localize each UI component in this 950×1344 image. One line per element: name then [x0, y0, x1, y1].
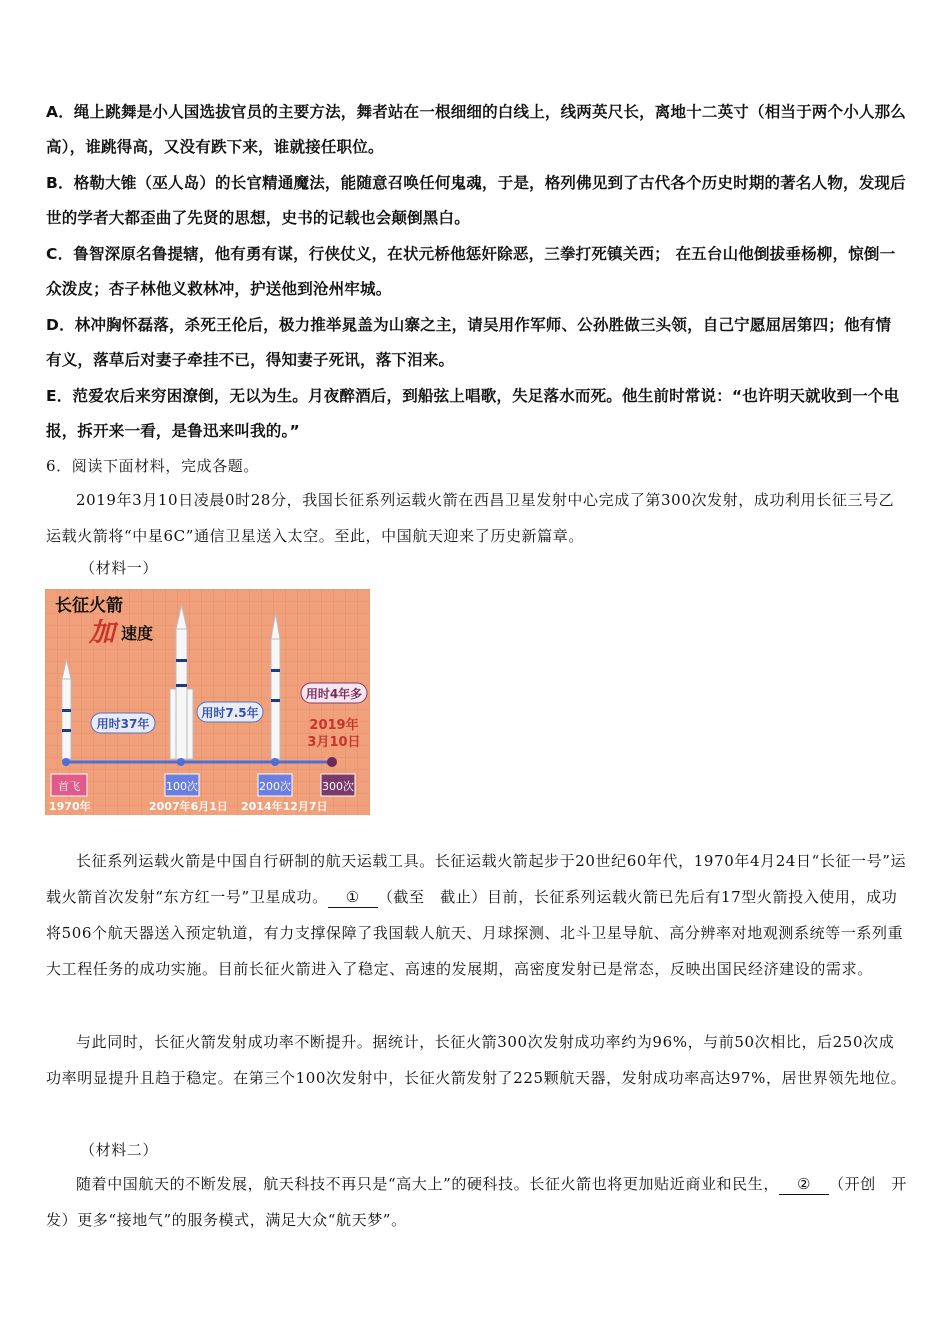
option-text: 林冲胸怀磊落，杀死王伦后，极力推举晁盖为山寨之主，请吴用作军师、公孙胜做三头领，自己宁愿屈居第四；他有情有义，落草后对妻子牵挂不已，得知妻子死讯，落下泪来。	[46, 316, 892, 369]
question-heading	[46, 448, 908, 484]
latest-date-day: 3月10日	[307, 735, 361, 750]
figure-title: 长征火箭	[55, 596, 123, 616]
duration-label: 用时37年	[96, 717, 150, 731]
material-one-paragraph-2: 与此同时，长征火箭发射成功率不断提升。据统计，长征火箭300次发射成功率约为96%，与前50次相比，后250次成功率明显提升且趋于稳定。在第三个100次发射中，长征火箭发射了225颗航天器，发射成功率高达97%，居世界领先地位。	[46, 1033, 907, 1087]
long-march-infographic	[45, 589, 370, 815]
option-letter: C	[46, 245, 58, 263]
milestone-label: 200次	[259, 780, 291, 793]
milestone-label: 100次	[166, 780, 198, 793]
option-e: E．范爱农后来穷困潦倒，无以为生。月夜醉酒后，到船弦上唱歌，失足落水而死。他生前时常说：“也许明天就收到一个电报，拆开来一看，是鲁迅来叫我的。”	[46, 387, 900, 440]
date-label: 1970年	[49, 800, 91, 813]
material-two-label: （材料二）	[80, 1141, 159, 1159]
milestone-label: 300次	[322, 780, 354, 793]
timeline-dot	[62, 758, 70, 766]
milestone-label: 首飞	[58, 780, 80, 793]
paragraph-text: 随着中国航天的不断发展，航天科技不再只是“高大上”的硬科技。长征火箭也将更加贴近商业和民生，	[76, 1175, 779, 1193]
duration-label: 用时4年多	[305, 687, 363, 701]
option-letter: E	[46, 387, 57, 405]
figure-subtitle-accent: 加	[89, 618, 116, 648]
date-label: 2014年12月7日	[241, 800, 328, 813]
date-label: 2007年6月1日	[149, 800, 228, 813]
option-letter: D	[46, 316, 60, 334]
long-march-figure	[45, 589, 370, 815]
question-prompt: 阅读下面材料，完成各题。	[71, 457, 259, 475]
option-a: A．绳上跳舞是小人国选拔官员的主要方法，舞者站在一根细细的白线上，线两英尺长，离地十二英寸（相当于两个小人那么高），谁跳得高，又没有跌下来，谁就接任职位。	[46, 103, 907, 156]
figure-subtitle: 速度	[121, 624, 154, 643]
option-text: 格勒大锥（巫人岛）的长官精通魔法，能随意召唤任何鬼魂，于是，格列佛见到了古代各个历史时期的著名人物，发现后世的学者大都歪曲了先贤的思想，史书的记载也会颠倒黑白。	[46, 174, 906, 227]
timeline-dot	[271, 758, 279, 766]
intro-paragraph: 2019年3月10日凌晨0时28分，我国长征系列运载火箭在西昌卫星发射中心完成了第300次发射，成功利用长征三号乙运载火箭将“中星6C”通信卫星送入太空。至此，中国航天迎来了历史新篇章。	[46, 491, 895, 545]
material-two-paragraph	[46, 1166, 908, 1238]
option-letter: A	[46, 103, 59, 121]
blank-one: ①	[328, 887, 378, 908]
material-one-paragraph-1	[46, 843, 908, 987]
paragraph-text: 长征系列运载火箭是中国自行研制的航天运载工具。长征运载火箭起步于20世纪60年代，1970年4月24日“长征一号”运载火箭首次发射“东方红一号”卫星成功。	[46, 852, 907, 906]
option-text: 鲁智深原名鲁提辖，他有勇有谋，行侠仗义，在状元桥他惩奸除恶，三拳打死镇关西； 在五台山他倒拔垂杨柳，惊倒一众泼皮；杏子林他义救林冲，护送他到沧州牢城。	[46, 245, 896, 298]
option-text: 绳上跳舞是小人国选拔官员的主要方法，舞者站在一根细细的白线上，线两英尺长，离地十二英寸（相当于两个小人那么高），谁跳得高，又没有跌下来，谁就接任职位。	[46, 103, 907, 156]
option-d: D．林冲胸怀磊落，杀死王伦后，极力推举晁盖为山寨之主，请吴用作军师、公孙胜做三头领，自己宁愿屈居第四；他有情有义，落草后对妻子牵挂不已，得知妻子死讯，落下泪来。	[46, 316, 892, 369]
duration-label: 用时7.5年	[201, 706, 259, 720]
timeline-dot	[177, 758, 185, 766]
option-c: C．鲁智深原名鲁提辖，他有勇有谋，行侠仗义，在状元桥他惩奸除恶，三拳打死镇关西； 在五台山他倒拔垂杨柳，惊倒一众泼皮；杏子林他义救林冲，护送他到沧州牢城。	[46, 245, 896, 298]
question-number: 6．	[46, 457, 72, 475]
option-letter: B	[46, 174, 59, 192]
paragraph-text: （截至 截止）目前，长征系列运载火箭已先后有17型火箭投入使用，成功将506个航天器送入预定轨道，有力支撑保障了我国载人航天、月球探测、北斗卫星导航、高分辨率对地观测系统等一系列重大工程任务的成功实施。目前长征火箭进入了稳定、高速的发展期，高密度发射已是常态，反映出国民经济建设的需求。	[46, 888, 904, 978]
rocket-icon	[62, 659, 71, 759]
option-b: B．格勒大锥（巫人岛）的长官精通魔法，能随意召唤任何鬼魂，于是，格列佛见到了古代各个历史时期的著名人物，发现后世的学者大都歪曲了先贤的思想，史书的记载也会颠倒黑白。	[46, 174, 906, 227]
timeline-dot	[327, 757, 337, 767]
rocket-icon	[271, 613, 280, 759]
blank-two: ②	[779, 1174, 829, 1195]
paragraph-text: （开创 开发）更多“接地气”的服务模式，满足大众“航天梦”。	[46, 1175, 908, 1229]
option-text: 范爱农后来穷困潦倒，无以为生。月夜醉酒后，到船弦上唱歌，失足落水而死。他生前时常说：“也许明天就收到一个电报，拆开来一看，是鲁迅来叫我的。”	[46, 387, 900, 440]
material-one-label: （材料一）	[80, 559, 159, 577]
latest-date-year: 2019年	[309, 718, 359, 733]
